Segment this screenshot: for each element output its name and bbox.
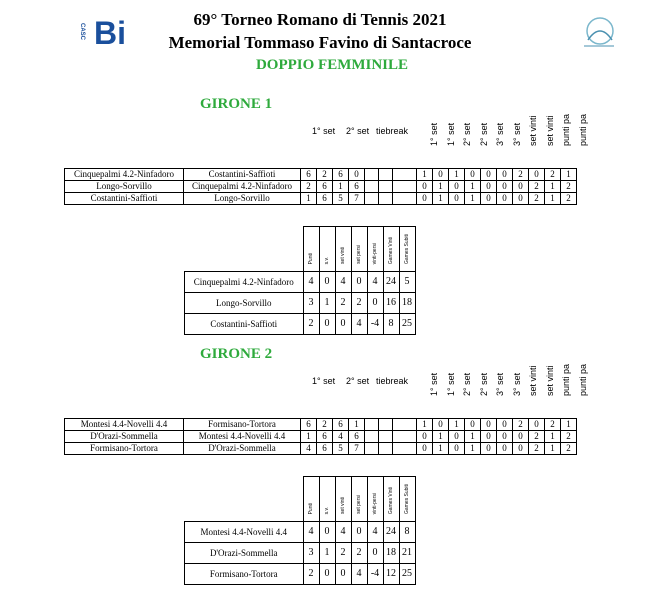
standings-row [185,293,416,314]
stat-column-header: set vinti [528,365,538,396]
score-cell: 6 [317,181,333,193]
standings-corner [185,477,304,522]
standings-column-label: set vinti [340,497,346,514]
stat-cell: 1 [545,193,561,205]
stat-cell: 1 [545,181,561,193]
stat-column-header: 2° set [462,122,472,146]
standings-team: D'Orazi-Sommella [185,543,304,564]
match-row [65,169,577,181]
standings-column-header [319,227,335,272]
stat-cell: 1 [465,181,481,193]
score-cell: 0 [349,169,365,181]
spacer-cell [393,193,417,205]
stat-cell: 1 [561,419,577,431]
stat-cell: 0 [433,169,449,181]
federation-logo [578,16,618,50]
standings-column-header [335,227,351,272]
team-a: Formisano-Tortora [65,443,184,455]
standings-column-header [383,227,399,272]
set-column-header: 2° set [346,126,370,136]
stat-cell: 1 [465,431,481,443]
match-row [65,193,577,205]
stat-cell: 2 [545,169,561,181]
stat-cell: 0 [481,193,497,205]
standings-value: 8 [383,314,399,335]
group-title: GIRONE 2 [200,346,273,362]
standings-column-header [351,477,367,522]
score-cell: 1 [349,419,365,431]
stat-cell: 1 [433,181,449,193]
score-cell: 6 [317,443,333,455]
score-cell: 4 [301,443,317,455]
stat-column-header: set vinti [528,115,538,146]
stat-cell: 0 [481,169,497,181]
team-a: Cinquepalmi 4.2-Ninfadoro [65,169,184,181]
stat-cell: 1 [545,443,561,455]
team-b: D'Orazi-Sommella [184,443,301,455]
match-row [65,431,577,443]
stat-cell: 1 [465,443,481,455]
stat-column-header: 3° set [511,122,522,146]
standings-value: 18 [383,543,399,564]
stat-cell: 0 [513,181,529,193]
score-cell [379,419,393,431]
stat-cell: 0 [417,443,433,455]
tournament-subtitle: Memorial Tommaso Favino di Santacroce [168,33,472,52]
score-cell: 7 [349,193,365,205]
set-column-header: 2° set [346,376,370,386]
standings-value: 2 [335,543,351,564]
standings-value: 4 [303,272,319,293]
team-b: Montesi 4.4-Novelli 4.4 [184,431,301,443]
stat-cell: 0 [449,443,465,455]
standings-value: 4 [335,522,351,543]
standings-column-label: set persi [356,245,362,264]
standings-value: 0 [367,293,383,314]
stat-cell: 0 [497,169,513,181]
standings-column-label: s.v. [324,256,330,264]
standings-column-header [335,477,351,522]
stat-cell: 0 [433,419,449,431]
stat-cell: 0 [449,193,465,205]
standings-value: 18 [399,293,415,314]
matches-table [64,168,577,205]
standings-value: 24 [383,272,399,293]
score-cell [365,431,379,443]
score-cell [379,193,393,205]
stat-cell: 0 [417,181,433,193]
standings-value: 4 [367,522,383,543]
stat-cell: 2 [561,443,577,455]
stat-cell: 1 [433,193,449,205]
score-cell [365,181,379,193]
standings-team: Costantini-Saffioti [185,314,304,335]
spacer-cell [393,181,417,193]
stat-cell: 2 [561,193,577,205]
standings-column-header [303,227,319,272]
standings-column-label: Games Vinti [388,236,394,264]
stat-column-header: punti pa [577,113,588,146]
stat-column-header: 2° set [478,372,489,396]
team-b: Costantini-Saffioti [184,169,301,181]
stat-cell: 0 [417,431,433,443]
standings-column-label: set persi [356,495,362,514]
club-logo-letters: CASC [79,23,85,41]
stat-cell: 1 [417,169,433,181]
stat-cell: 2 [513,419,529,431]
standings-value: 25 [399,564,415,585]
standings-value: 4 [351,564,367,585]
standings-value: 25 [399,314,415,335]
match-row [65,419,577,431]
standings-row [185,564,416,585]
stat-column-header: 1° set [445,122,456,146]
standings-value: 4 [335,272,351,293]
set-column-header: 1° set [312,126,336,136]
tournament-title: 69° Torneo Romano di Tennis 2021 [193,10,447,29]
standings-header-row [185,477,416,522]
group-title: GIRONE 1 [200,96,273,112]
stat-cell: 0 [513,431,529,443]
score-cell: 6 [333,169,349,181]
stat-cell: 0 [465,419,481,431]
score-cell: 6 [301,419,317,431]
standings-column-label: Games Vinti [388,486,394,514]
stat-cell: 2 [529,193,545,205]
standings-table [184,226,416,335]
standings-row [185,314,416,335]
score-cell [379,181,393,193]
team-a: D'Orazi-Sommella [65,431,184,443]
spacer-cell [393,419,417,431]
stat-column-header: punti pa [561,363,571,396]
stat-cell: 0 [481,419,497,431]
standings-value: 24 [383,522,399,543]
standings-team: Formisano-Tortora [185,564,304,585]
standings-value: 0 [351,272,367,293]
team-a: Longo-Sorvillo [65,181,184,193]
standings-value: 4 [351,314,367,335]
score-cell: 7 [349,443,365,455]
standings-column-header [319,477,335,522]
standings-team: Montesi 4.4-Novelli 4.4 [185,522,304,543]
score-cell: 6 [349,181,365,193]
stat-cell: 1 [465,193,481,205]
stat-cell: 2 [529,181,545,193]
standings-corner [185,227,304,272]
stat-cell: 1 [433,443,449,455]
score-cell: 2 [317,169,333,181]
set-column-header: tiebreak [376,126,409,136]
stat-cell: 1 [561,169,577,181]
matches-table [64,418,577,455]
stat-cell: 1 [545,431,561,443]
score-cell: 4 [333,431,349,443]
stat-cell: 0 [497,419,513,431]
standings-value: 21 [399,543,415,564]
stat-cell: 0 [481,443,497,455]
score-cell [365,193,379,205]
standings-team: Longo-Sorvillo [185,293,304,314]
score-cell [365,443,379,455]
spacer-cell [393,443,417,455]
stat-cell: 1 [449,419,465,431]
standings-value: 0 [319,314,335,335]
score-cell: 1 [301,193,317,205]
standings-column-label: Games Subiti [404,233,410,264]
team-a: Montesi 4.4-Novelli 4.4 [65,419,184,431]
standings-value: 3 [303,293,319,314]
standings-value: 0 [335,314,351,335]
score-cell: 5 [333,193,349,205]
standings-row [185,543,416,564]
stat-column-header: set vinti [544,365,555,396]
club-logo-mark: Bi [94,15,126,51]
standings-column-label: set vinti [340,247,346,264]
standings-column-label: vinti-persi [372,242,378,264]
stat-cell: 2 [545,419,561,431]
stat-cell: 0 [417,193,433,205]
match-row [65,443,577,455]
stat-cell: 0 [449,431,465,443]
standings-value: 1 [319,293,335,314]
set-column-header: tiebreak [376,376,409,386]
standings-column-header [383,477,399,522]
standings-value: 2 [351,293,367,314]
standings-value: 0 [367,543,383,564]
standings-value: 2 [303,314,319,335]
standings-value: 16 [383,293,399,314]
category-title: DOPPIO FEMMINILE [255,57,409,73]
standings-row [185,522,416,543]
score-cell: 6 [317,431,333,443]
stat-cell: 0 [513,443,529,455]
standings-column-label: Punti [308,502,314,514]
team-b: Cinquepalmi 4.2-Ninfadoro [184,181,301,193]
set-column-header: 1° set [312,376,336,386]
stat-cell: 2 [513,169,529,181]
standings-value: -4 [367,314,383,335]
score-cell [379,169,393,181]
standings-value: 0 [335,564,351,585]
stat-cell: 0 [449,181,465,193]
match-row [65,181,577,193]
score-cell: 6 [349,431,365,443]
stat-cell: 2 [529,431,545,443]
team-b: Formisano-Tortora [184,419,301,431]
standings-column-header [351,227,367,272]
standings-header-row [185,227,416,272]
stat-column-header: punti pa [577,363,588,396]
team-a: Costantini-Saffioti [65,193,184,205]
stat-cell: 2 [561,431,577,443]
standings-value: 0 [351,522,367,543]
standings-column-header [303,477,319,522]
standings-value: 0 [319,522,335,543]
stat-cell: 0 [497,193,513,205]
stat-cell: 0 [513,193,529,205]
standings-value: -4 [367,564,383,585]
standings-value: 3 [303,543,319,564]
score-cell: 2 [317,419,333,431]
score-cell: 2 [301,181,317,193]
spacer-cell [393,169,417,181]
standings-column-label: Games Subiti [404,483,410,514]
stat-cell: 1 [417,419,433,431]
standings-column-header [399,477,415,522]
stat-column-header: 1° set [445,372,456,396]
stat-column-header: 3° set [495,372,505,396]
standings-table [184,476,416,585]
score-cell: 5 [333,443,349,455]
stat-column-header: set vinti [544,115,555,146]
standings-value: 2 [335,293,351,314]
score-cell: 6 [301,169,317,181]
stat-column-header: 1° set [429,122,439,146]
score-cell [379,431,393,443]
stat-cell: 1 [449,169,465,181]
standings-column-header [399,227,415,272]
standings-value: 5 [399,272,415,293]
stat-column-header: 1° set [429,372,439,396]
score-cell [379,443,393,455]
spacer-cell [393,431,417,443]
standings-value: 0 [319,564,335,585]
team-b: Longo-Sorvillo [184,193,301,205]
stat-column-header: 2° set [478,122,489,146]
stat-cell: 0 [497,431,513,443]
standings-value: 8 [399,522,415,543]
standings-column-header [367,477,383,522]
standings-value: 0 [319,272,335,293]
stat-cell: 0 [481,431,497,443]
stat-column-header: punti pa [561,113,571,146]
standings-value: 4 [303,522,319,543]
score-cell: 6 [317,193,333,205]
stat-cell: 2 [529,443,545,455]
stat-column-header: 2° set [462,372,472,396]
stat-cell: 1 [433,431,449,443]
stat-column-header: 3° set [511,372,522,396]
score-cell: 6 [333,419,349,431]
stat-cell: 0 [481,181,497,193]
standings-value: 2 [351,543,367,564]
stat-cell: 0 [497,181,513,193]
stat-cell: 0 [529,169,545,181]
score-cell: 1 [333,181,349,193]
standings-column-label: s.v. [324,506,330,514]
stat-column-header: 3° set [495,122,505,146]
score-cell: 1 [301,431,317,443]
stat-cell: 0 [529,419,545,431]
standings-column-header [367,227,383,272]
stat-cell: 0 [497,443,513,455]
standings-team: Cinquepalmi 4.2-Ninfadoro [185,272,304,293]
standings-value: 4 [367,272,383,293]
standings-value: 12 [383,564,399,585]
standings-column-label: vinti-persi [372,492,378,514]
score-cell [365,169,379,181]
stat-cell: 2 [561,181,577,193]
standings-value: 2 [303,564,319,585]
stat-cell: 0 [465,169,481,181]
standings-column-label: Punti [308,252,314,264]
standings-row [185,272,416,293]
standings-value: 1 [319,543,335,564]
score-cell [365,419,379,431]
